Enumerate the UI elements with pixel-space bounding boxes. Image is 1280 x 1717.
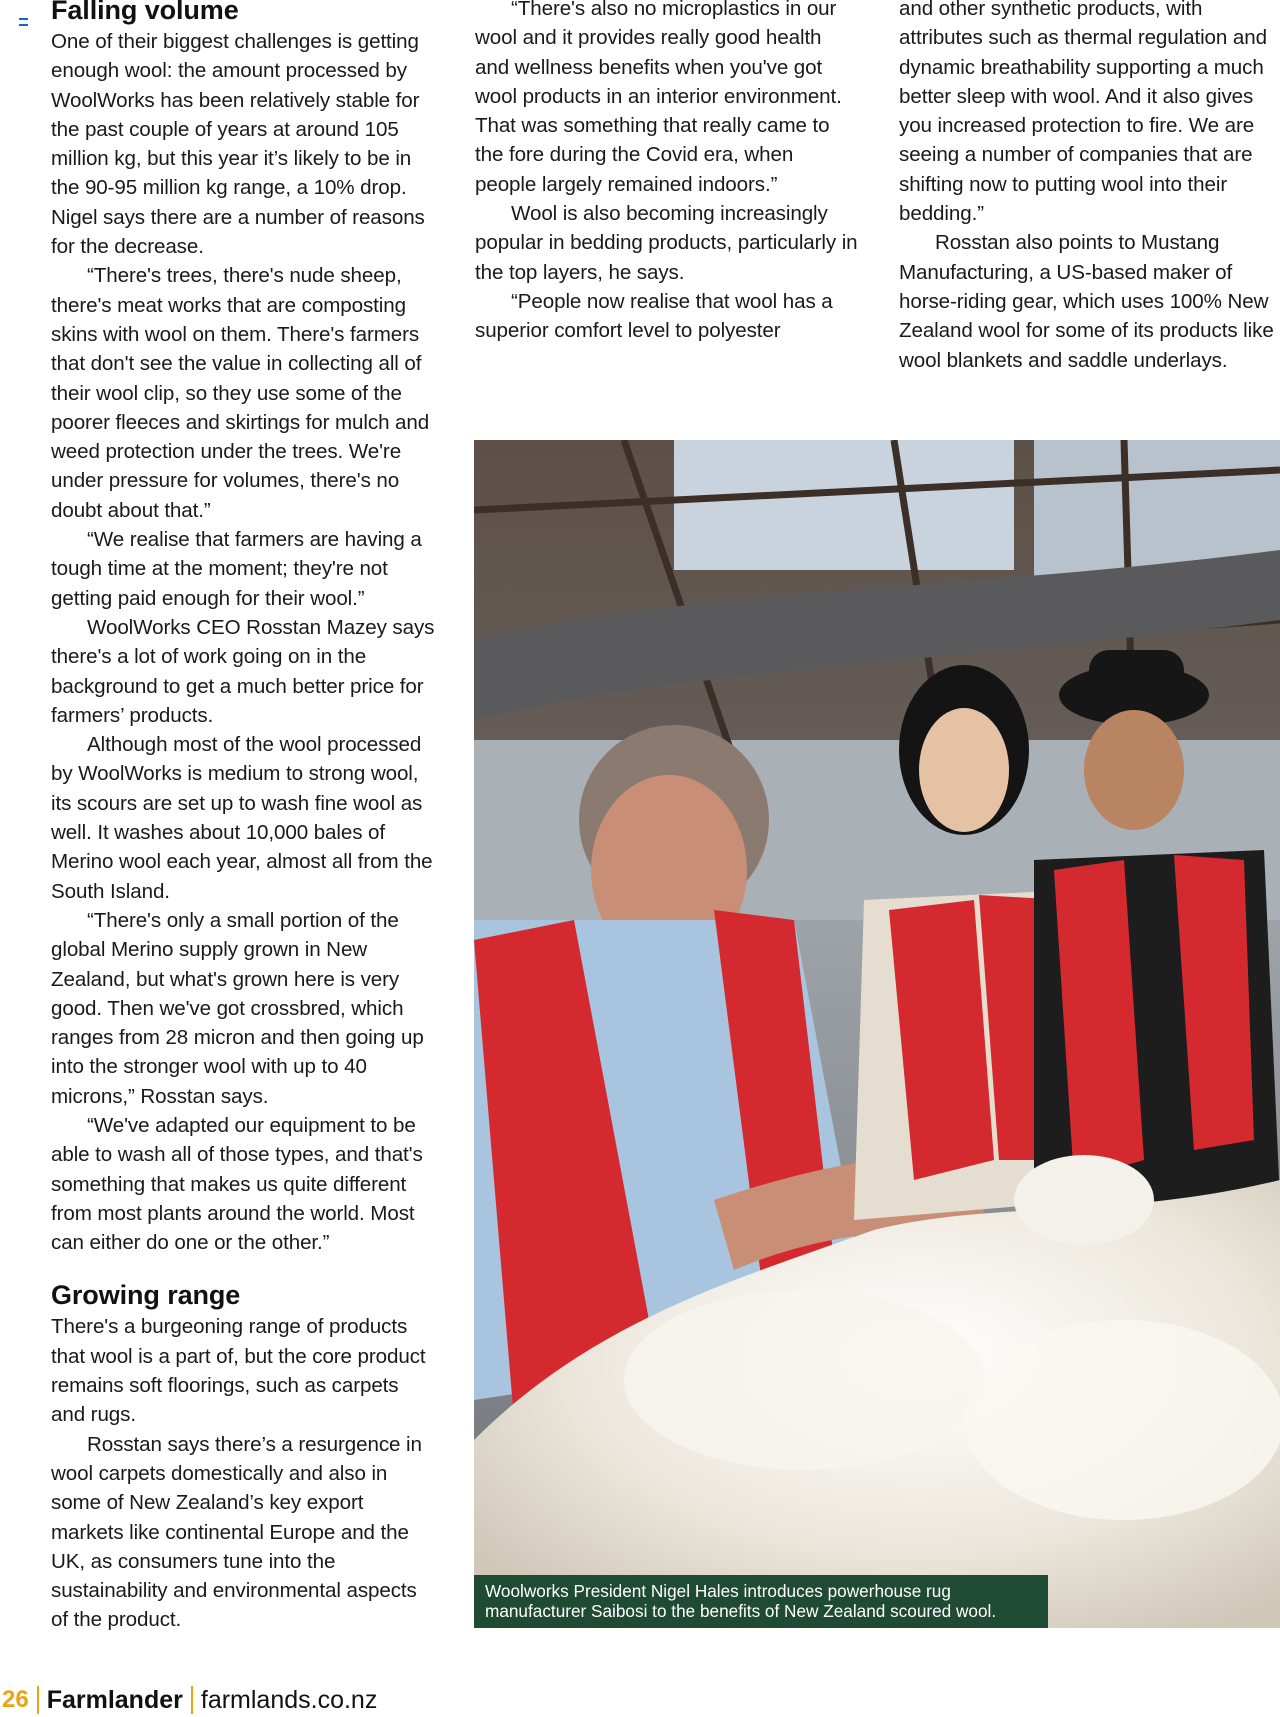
paragraph: Wool is also becoming increasingly popular in bedding products, particularly in the top layers, he says.	[475, 202, 858, 284]
paragraph: One of their biggest challenges is getting enough wool: the amount processed by WoolWorks has been relatively stable for the past couple of years at around 105 million kg, but this year it’s likely to be in the 90-95 million kg range, a 10% drop. Nigel says there are a number of reasons for the decrease.	[51, 30, 425, 259]
photo-caption: Woolworks President Nigel Hales introduces powerhouse rug manufacturer Saibosi to the benefits of New Zealand scoured wool.	[474, 1575, 1048, 1628]
page-number: 26	[2, 1686, 29, 1713]
paragraph: There's a burgeoning range of products that wool is a part of, but the core product remains soft floorings, such as carpets and rugs.	[51, 1315, 426, 1427]
article-column-2	[475, 0, 860, 346]
paragraph: “We've adapted our equipment to be able to wash all of those types, and that's something that makes us quite different from most plants around the world. Most can either do one or the other.”	[51, 1113, 423, 1255]
article-column-1	[51, 0, 436, 1635]
website-url: farmlands.co.nz	[200, 1685, 378, 1714]
section-heading-growing-range: Growing range	[51, 1280, 241, 1311]
publication-name: Farmlander	[46, 1685, 183, 1714]
paragraph: “There's only a small portion of the global Merino supply grown in New Zealand, but what's grown here is very good. Then we've got crossbred, which ranges from 28 micron and then going up into the stronger wool with up to 40 microns,” Rosstan says.	[51, 908, 424, 1108]
article-photo	[474, 440, 1280, 1628]
paragraph: “People now realise that wool has a superior comfort level to polyester	[475, 289, 833, 343]
paragraph: “There's also no microplastics in our wool and it provides really good health and wellness benefits when you've got wool products in an interior environment. That was something that really came to the fore during the Covid era, when people largely remained indoors.”	[475, 0, 842, 196]
page-footer	[0, 1683, 377, 1717]
column-marker-icon	[19, 18, 28, 26]
article-column-3	[899, 0, 1280, 375]
paragraph: “There's trees, there's nude sheep, there's meat works that are composting skins with wool on them. There's farmers that don't see the value in collecting all of their wool clip, so they use some of the poorer fleeces and skirtings for mulch and weed protection under the trees. We're under pressure for volumes, there's no doubt about that.”	[51, 264, 430, 522]
paragraph: Rosstan also points to Mustang Manufacturing, a US-based maker of horse-riding gear, which uses 100% New Zealand wool for some of its products like wool blankets and saddle underlays.	[899, 231, 1274, 372]
paragraph: and other synthetic products, with attributes such as thermal regulation and dynamic breathability supporting a much better sleep with wool. And it also gives you increased protection to fire. We are seeing a number of companies that are shifting now to putting wool into their bedding.”	[899, 0, 1267, 226]
paragraph: “We realise that farmers are having a tough time at the moment; they're not getting paid enough for their wool.”	[51, 528, 422, 610]
footer-divider	[191, 1686, 193, 1714]
paragraph: Rosstan says there’s a resurgence in wool carpets domestically and also in some of New Zealand’s key export markets like continental Europe and the UK, as consumers tune into the sustainability and environmental aspects of the product.	[51, 1432, 422, 1632]
footer-divider	[37, 1686, 39, 1714]
paragraph: Although most of the wool processed by WoolWorks is medium to strong wool, its scours are set up to wash fine wool as well. It washes about 10,000 bales of Merino wool each year, almost all from the South Island.	[51, 733, 433, 903]
section-heading-falling-volume: Falling volume	[51, 0, 239, 25]
paragraph: WoolWorks CEO Rosstan Mazey says there's a lot of work going on in the background to get a much better price for farmers’ products.	[51, 615, 435, 727]
